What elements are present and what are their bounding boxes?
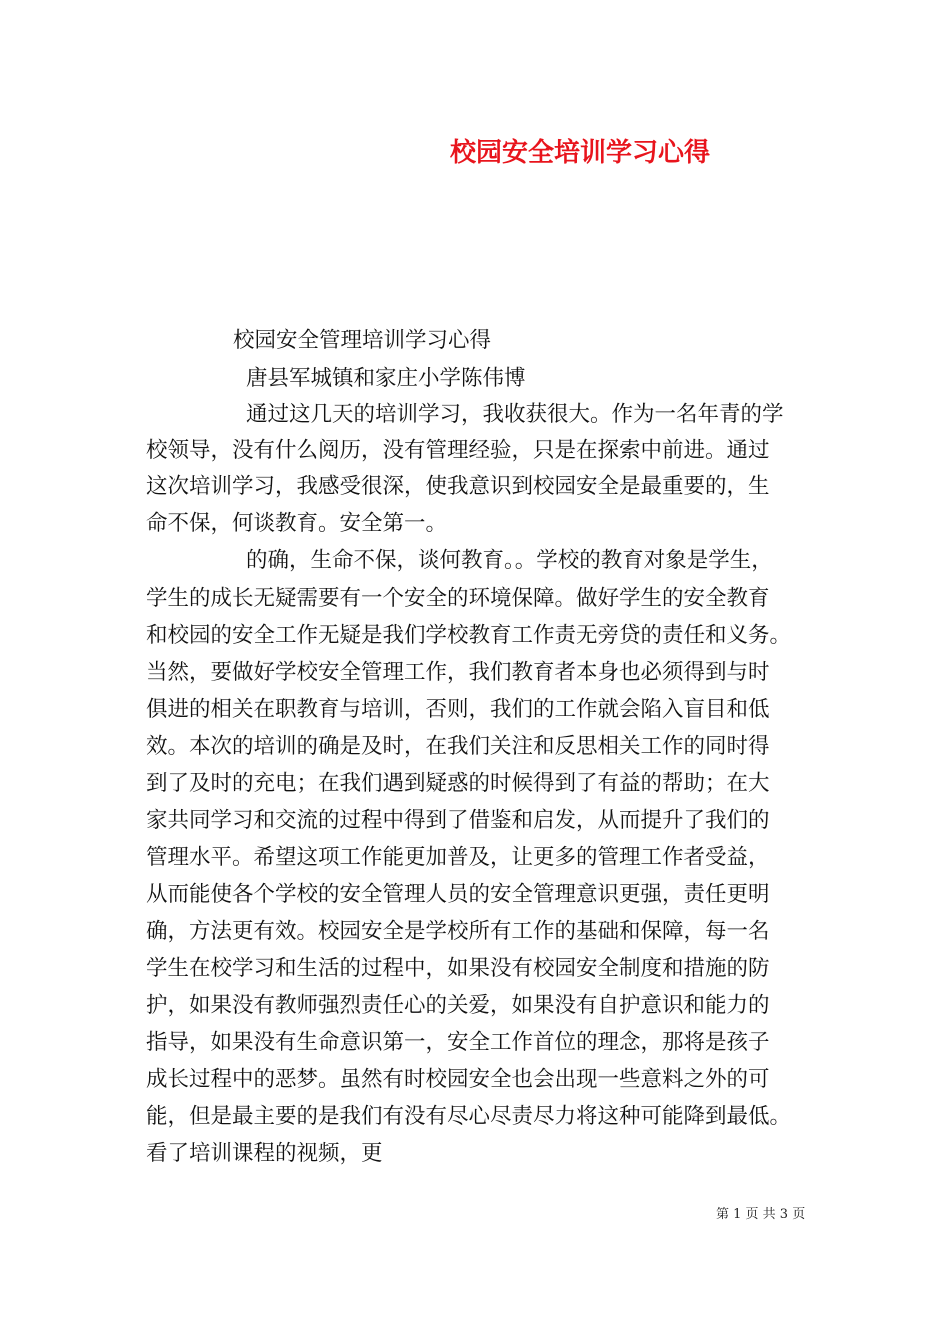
body-line: 学生的成长无疑需要有一个安全的环境保障。做好学生的安全教育 [146,586,770,611]
body-line: 管理水平。希望这项工作能更加普及，让更多的管理工作者受益， [146,845,770,870]
body-line: 从而能使各个学校的安全管理人员的安全管理意识更强，责任更明 [146,882,770,907]
subtitle: 校园安全管理培训学习心得 [233,328,492,353]
body-line: 的确，生命不保，谈何教育。。学校的教育对象是学生， [246,548,773,573]
document-title [0,132,950,172]
body-line: 这次培训学习，我感受很深，使我意识到校园安全是最重要的，生 [146,474,770,499]
body-line: 和校园的安全工作无疑是我们学校教育工作责无旁贷的责任和义务。 [146,623,792,648]
body-line: 确，方法更有效。校园安全是学校所有工作的基础和保障，每一名 [146,919,770,944]
author-line: 唐县军城镇和家庄小学陈伟博 [246,366,526,391]
body-line: 能，但是最主要的是我们有没有尽心尽责尽力将这种可能降到最低。 [146,1104,792,1129]
body-line: 看了培训课程的视频，更 [146,1141,383,1166]
body-line: 通过这几天的培训学习，我收获很大。作为一名年青的学 [246,402,784,427]
document-title-text: 校园安全培训学习心得 [450,138,711,168]
body-line: 到了及时的充电；在我们遇到疑惑的时候得到了有益的帮助；在大 [146,771,770,796]
page-footer: 第 1 页 共 3 页 [716,1207,806,1222]
body-line: 家共同学习和交流的过程中得到了借鉴和启发，从而提升了我们的 [146,808,770,833]
body-line: 护，如果没有教师强烈责任心的关爱，如果没有自护意识和能力的 [146,993,770,1018]
body-line: 成长过程中的恶梦。虽然有时校园安全也会出现一些意料之外的可 [146,1067,770,1092]
body-line: 学生在校学习和生活的过程中，如果没有校园安全制度和措施的防 [146,956,770,981]
body-line: 指导，如果没有生命意识第一，安全工作首位的理念，那将是孩子 [146,1030,770,1055]
body-line: 校领导，没有什么阅历，没有管理经验，只是在探索中前进。通过 [146,438,770,463]
body-line: 俱进的相关在职教育与培训，否则，我们的工作就会陷入盲目和低 [146,697,770,722]
body-line: 命不保，何谈教育。安全第一。 [146,511,448,536]
body-line: 效。本次的培训的确是及时，在我们关注和反思相关工作的同时得 [146,734,770,759]
body-line: 当然，要做好学校安全管理工作，我们教育者本身也必须得到与时 [146,660,770,685]
